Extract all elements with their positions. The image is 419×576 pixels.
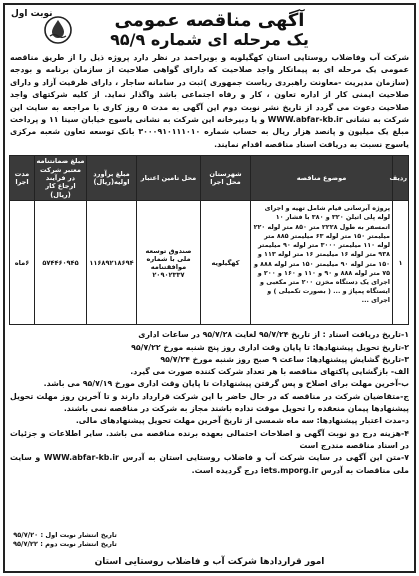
header-estimate: مبلغ برآورد اولیه(ریال) bbox=[87, 156, 137, 201]
page-subtitle: یک مرحله ای شماره ۹۵/۹ bbox=[110, 30, 309, 49]
cell-subject: پروژه آبرسانی قیام شامل تهیه و اجرای لوله پلی اتیلن ۳۲۰ و ۳۸۰ با فشار ۱۰ اتمسفر به طول ۲۲۲۸ متر ۸۵۰ متر لوله ۲۲۰ میلیمتر ۱۵۰ متر لوله ۶۳ میلیمتر ۸۸۵ متر لوله ۱۱۰ میلیمتر ۳۰۰۰ متر لوله ۹۰ میلیمتر ۹۳۸ متر لوله ۱۶ میلیمتر ۱۶ متر لوله ۱۱۳ و ۱۵۰ متر لوله ۹۰ میلیمتر ۱۵۰ متر لوله ۸۸۸ و ۷۵ متر لوله ۸۸۸ و ۹۰ و ۱۱۰ و ۱۶۰ و ۲۰۰ و اجرای یک دستگاه مخزن ۲۰۰ متر مکعبی و ایستگاه پمپاژ و ... ( بصورت تکمیلی ) و اجرای ... bbox=[251, 201, 393, 325]
list-item: الف- بازگشایی پاکتهای مناقصه با هر تعداد شرکت کننده صورت می گیرد. bbox=[130, 367, 409, 377]
header-row-number: ردیف bbox=[393, 156, 409, 201]
intro-paragraph: شرکت آب وفاضلاب روستایی استان کهگیلویه و بویراحمد در نظر دارد پروژه ذیل را از طریق مناقصه عمومی یک مرحله ای به پیمانکار واجد صلاحیت که دارای گواهی صلاحیت از سازمان برنامه و بودجه (سازمان مدیریت -معاونت راهبردی ریاست جمهوری )ثبت در سامانه ساجار ، دارای ظرفیت آزاد و دارای صلاحیت ایمنی کار از اداره تعاون ، کار و رفاه اجتماعی باشد واگذار نماید. از کلیه شرکتهای واجد صلاحیت دعوت می گردد از تاریخ نشر نوبت دوم این آگهی به مدت ۵ روز کاری با مراجعه به سایت این شرکت به نشانی WWW.abfar-kb.ir و یا دبیرخانه این شرکت به نشانی یاسوج خیابان سینا ۱۱ و پرداخت مبلغ یک میلیون و پانصد هزار ریال به حساب شماره ۳۰۰۰۹۱۰۱۱۱۰۱۰ بانک توسعه تعاون شعبه مرکزی یاسوج نسبت به دریافت اسناد مناقصه اقدام نمایند. bbox=[10, 53, 409, 149]
header-city: شهرستان محل اجرا bbox=[201, 156, 251, 201]
page-title: آگهی مناقصه عمومی bbox=[114, 10, 305, 31]
header-funding-place: محل تامین اعتبار bbox=[137, 156, 201, 201]
publication-dates bbox=[13, 531, 117, 549]
header-subject: موضوع مناقصه bbox=[251, 156, 393, 201]
list-item: ب-آخرین مهلت برای اصلاح و پس گرفتن پیشنهادات تا پایان وقت اداری مورخ ۹۵/۷/۱۹ می باشد. bbox=[43, 379, 409, 389]
list-item: ۴-هزینه درج دو نوبت آگهی و اصلاحات احتمالی بعهده برنده مناقصه می باشد. سایر اطلاعات و جزئیات در اسناد مناقصه مندرج است bbox=[10, 428, 409, 450]
table-row bbox=[10, 201, 409, 325]
cell-estimate: ۱۱۶۸۹۲۱۸۶۹۴ bbox=[87, 201, 137, 325]
cell-guarantee: ۵۷۴۴۶۰۹۴۵ bbox=[35, 201, 87, 325]
list-item: ۷-متن این آگهی در سایت شرکت آب و فاضلاب روستایی استان به آدرس WWW.abfar-kb.ir و سایت ملی مناقصات به آدرس iets.mporg.ir درج گردیده است. bbox=[10, 453, 409, 475]
conditions-list bbox=[10, 329, 409, 477]
list-item: ج-متقاضیان شرکت در مناقصه که در حال حاضر با این شرکت قرارداد دارند و تا آخرین روز مهلت تحویل پیشنهادها پیمان منعقده را تحویل موقت نداده باشند مجاز به شرکت در مناقصه نمی باشند. bbox=[10, 391, 409, 414]
cell-funding-place: صندوق توسعه ملی با شماره موافقتنامه ۲۰۹۰۲۳۳۷ bbox=[137, 201, 201, 325]
publication-date-first: تاریخ انتشار نوبت اول : ۹۵/۷/۲۰ bbox=[13, 531, 117, 539]
cell-duration: ۶ماه bbox=[10, 201, 35, 325]
tender-table bbox=[9, 155, 409, 325]
cell-row-number: ۱ bbox=[393, 201, 409, 325]
table-header-row bbox=[10, 156, 409, 201]
header-guarantee: مبلغ ضمانتنامه معتبر شرکت در فرآیند ارجاع کار (ریال) bbox=[35, 156, 87, 201]
list-item: ۱-تاریخ دریافت اسناد : از تاریخ ۹۵/۷/۲۴ لغایت ۹۵/۷/۲۸ در ساعات اداری bbox=[138, 330, 409, 340]
company-logo-icon bbox=[43, 15, 73, 45]
header-duration: مدت اجرا bbox=[10, 156, 35, 201]
signature: امور قراردادها شرکت آب و فاضلاب روستایی استان bbox=[94, 557, 325, 567]
list-item: ۳-تاریخ گشایش پیشنهادها: ساعت ۹ صبح روز شنبه مورخ ۹۵/۷/۲۴ bbox=[160, 354, 409, 364]
notice-round-tag: نوبت اول bbox=[11, 9, 53, 19]
tender-notice bbox=[3, 3, 416, 573]
publication-date-second: تاریخ انتشار نوبت دوم : ۹۵/۷/۲۲ bbox=[13, 540, 117, 548]
list-item: ۲-تاریخ تحویل پیشنهادها: تا پایان وقت اداری روز پنج شنبه مورخ ۹۵/۷/۲۲ bbox=[131, 342, 409, 352]
cell-city: کهگیلویه bbox=[201, 201, 251, 325]
list-item: د-مدت اعتبار پیشنهادها: سه ماه شمسی از تاریخ آخرین مهلت تحویل پیشنهادهای مالی. bbox=[75, 416, 409, 426]
